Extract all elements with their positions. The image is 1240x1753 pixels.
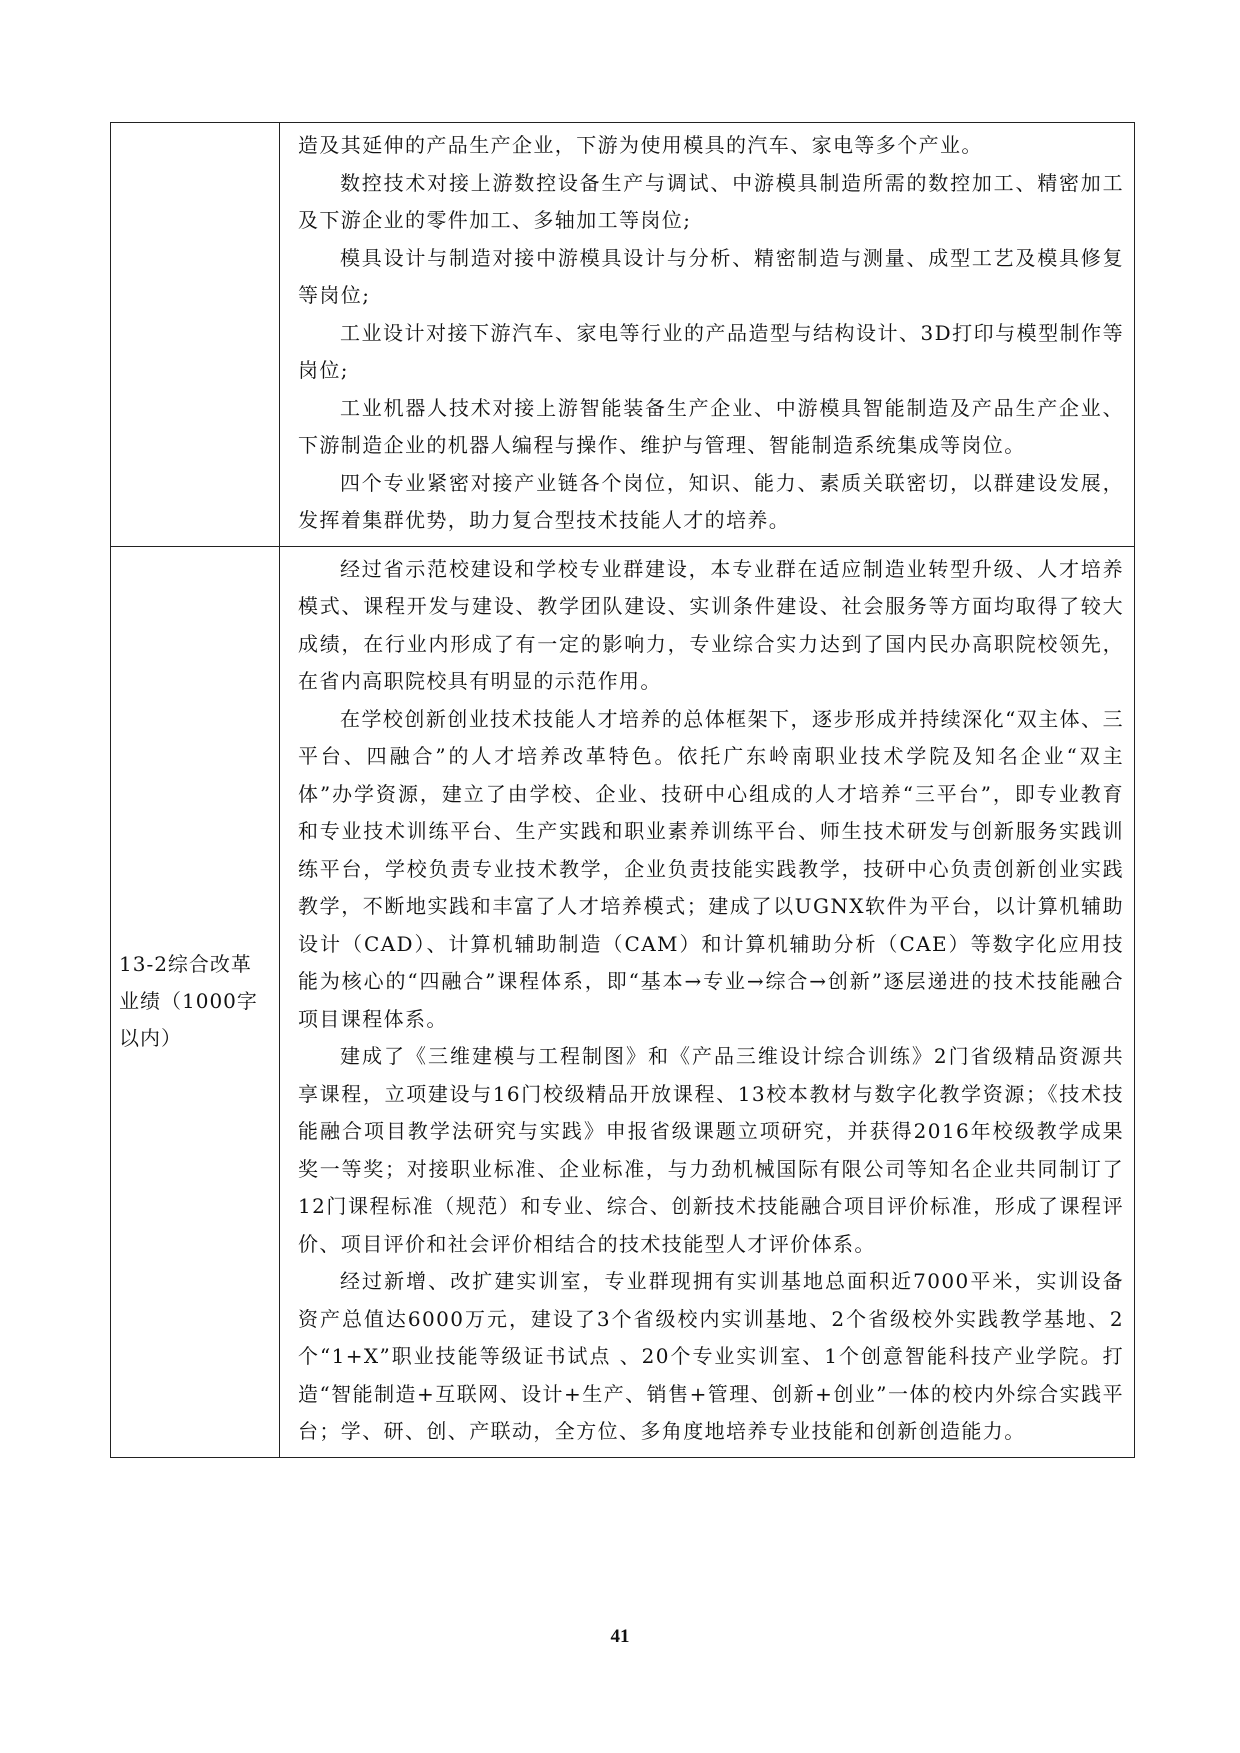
table-row-reform-achievements — [111, 546, 1135, 1457]
paragraph: 四个专业紧密对接产业链各个岗位，知识、能力、素质关联密切，以群建设发展，发挥着集群优势，助力复合型技术技能人才的培养。 — [298, 470, 1124, 532]
row-content — [280, 546, 1135, 1457]
paragraph: 经过新增、改扩建实训室，专业群现拥有实训基地总面积近7000平米，实训设备资产总值达6000万元，建设了3个省级校内实训基地、2个省级校外实践教学基地、2个“1+X”职业技能等级证书试点 、20个专业实训室、1个创意智能科技产业学院。打造“智能制造+互联网、设计+生产、销售+管理、创新+创业”一体的校内外综合实践平台；学、研、创、产联动，全方位、多角度地培养专业技能和创新创造能力。 — [298, 1269, 1124, 1443]
paragraph: 在学校创新创业技术技能人才培养的总体框架下，逐步形成并持续深化“双主体、三平台、四融合”的人才培养改革特色。依托广东岭南职业技术学院及知名企业“双主体”办学资源，建立了由学校、企业、技研中心组成的人才培养“三平台”，即专业教育和专业技术训练平台、生产实践和职业素养训练平台、师生技术研发与创新服务实践训练平台，学校负责专业技术教学，企业负责技能实践教学，技研中心负责创新创业实践教学，不断地实践和丰富了人才培养模式；建成了以UGNX软件为平台，以计算机辅助设计（CAD）、计算机辅助制造（CAM）和计算机辅助分析（CAE）等数字化应用技能为核心的“四融合”课程体系，即“基本→专业→综合→创新”逐层递进的技术技能融合项目课程体系。 — [298, 706, 1124, 1031]
table-row-industry-chain — [111, 123, 1135, 547]
paragraph: 经过省示范校建设和学校专业群建设，本专业群在适应制造业转型升级、人才培养模式、课程开发与建设、教学团队建设、实训条件建设、社会服务等方面均取得了较大成绩，在行业内形成了有一定的影响力，专业综合实力达到了国内民办高职院校领先，在省内高职院校具有明显的示范作用。 — [298, 556, 1124, 693]
paragraph: 数控技术对接上游数控设备生产与调试、中游模具制造所需的数控加工、精密加工及下游企业的零件加工、多轴加工等岗位; — [298, 170, 1124, 232]
paragraph: 造及其延伸的产品生产企业，下游为使用模具的汽车、家电等多个产业。 — [298, 133, 983, 157]
row-label-empty — [111, 123, 280, 547]
page-number: 41 — [610, 1626, 630, 1647]
paragraph: 建成了《三维建模与工程制图》和《产品三维设计综合训练》2门省级精品资源共享课程，立项建设与16门校级精品开放课程、13校本教材与数字化教学资源；《技术技能融合项目教学法研究与实践》申报省级课题立项研究，并获得2016年校级教学成果奖一等奖；对接职业标准、企业标准，与力劲机械国际有限公司等知名企业共同制订了12门课程标准（规范）和专业、综合、创新技术技能融合项目评价标准，形成了课程评价、项目评价和社会评价相结合的技术技能型人才评价体系。 — [298, 1044, 1124, 1256]
row-label-reform-achievements: 13-2综合改革业绩（1000字以内） — [111, 546, 280, 1457]
paragraph: 模具设计与制造对接中游模具设计与分析、精密制造与测量、成型工艺及模具修复等岗位; — [298, 245, 1124, 307]
paragraph: 工业机器人技术对接上游智能装备生产企业、中游模具智能制造及产品生产企业、下游制造企业的机器人编程与操作、维护与管理、智能制造系统集成等岗位。 — [298, 395, 1124, 457]
row-content — [280, 123, 1135, 547]
paragraph: 工业设计对接下游汽车、家电等行业的产品造型与结构设计、3D打印与模型制作等岗位; — [298, 320, 1124, 382]
document-table — [110, 122, 1135, 1458]
